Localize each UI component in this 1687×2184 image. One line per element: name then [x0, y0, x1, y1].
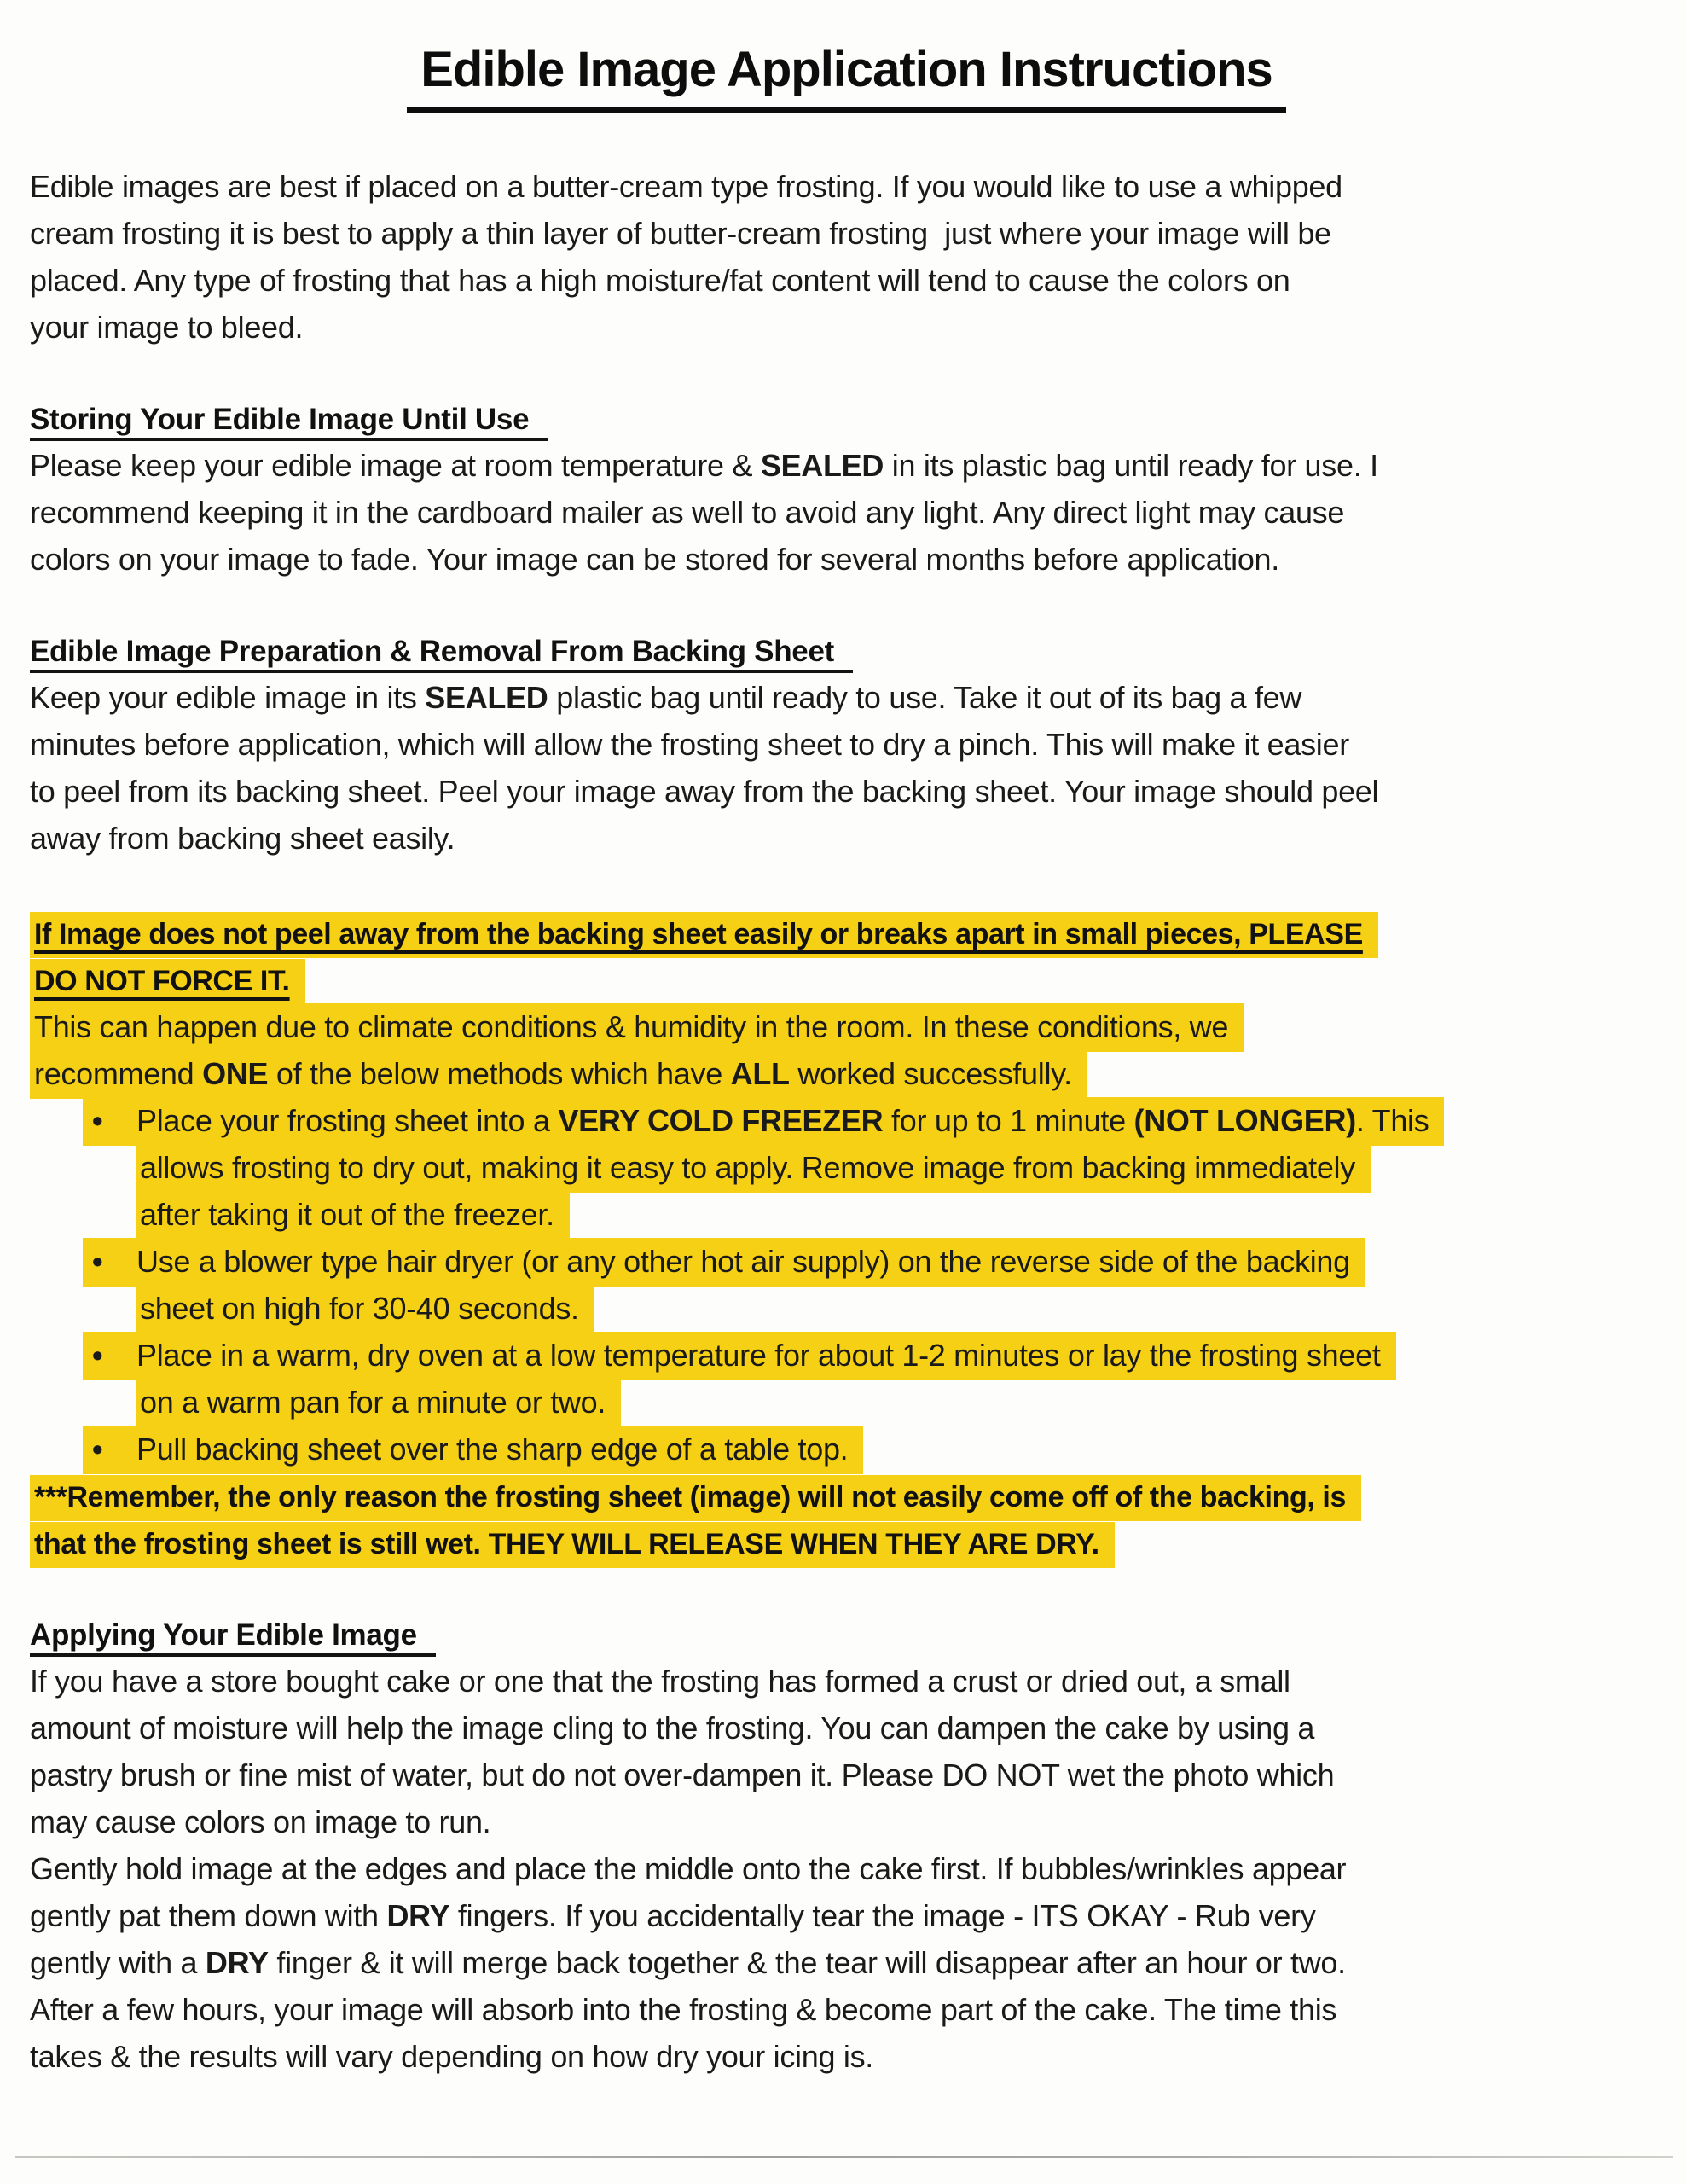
text-segment: ONE [202, 1056, 269, 1091]
text-segment: gently pat them down with [30, 1898, 387, 1933]
text-block [30, 1097, 1663, 1472]
text-segment: of the below methods which have [268, 1056, 731, 1091]
text-line [30, 1191, 1663, 1238]
title-row [30, 41, 1663, 113]
text-segment: may cause colors on image to run. [30, 1804, 491, 1839]
text-line [30, 674, 1663, 721]
text-line [30, 2033, 1663, 2080]
highlighted-text [30, 1475, 1361, 1521]
bullet-marker-icon: • [92, 1103, 103, 1138]
text-line [30, 1144, 1663, 1191]
heading-line [30, 627, 1663, 674]
text-line [30, 956, 1663, 1003]
text-line [30, 1238, 1663, 1285]
text-segment: allows frosting to dry out, making it easy to apply. Remove image from backing immediately [140, 1150, 1355, 1185]
text-segment: Pull backing sheet over the sharp edge of a table top. [136, 1432, 849, 1467]
section-heading-row [30, 1611, 1663, 1658]
highlighted-text [30, 1050, 1087, 1099]
text-block [30, 1658, 1663, 2080]
text-line [30, 1939, 1663, 1986]
text-line [30, 1097, 1663, 1144]
text-line [30, 489, 1663, 536]
section-heading: Applying Your Edible Image [30, 1618, 436, 1657]
text-line [30, 815, 1663, 862]
text-segment: that the frosting sheet is still wet. THEY WILL RELEASE WHEN THEY ARE DRY. [34, 1528, 1099, 1560]
text-line [30, 1751, 1663, 1798]
text-segment: Please keep your edible image at room temperature & [30, 448, 761, 483]
text-segment: for up to 1 minute [883, 1103, 1134, 1138]
bullet-marker-icon: • [92, 1338, 103, 1373]
text-segment: If Image does not peel away from the backing sheet easily or breaks apart in small pieces, PLEASE [34, 918, 1363, 950]
highlighted-text [83, 1097, 1444, 1146]
bullet-marker-icon: • [92, 1432, 103, 1467]
highlighted-text [83, 1332, 1396, 1380]
text-line [30, 1050, 1663, 1097]
text-segment: sheet on high for 30-40 seconds. [140, 1291, 579, 1326]
text-segment: plastic bag until ready to use. Take it out of its bag a few [548, 680, 1302, 715]
section-heading-row [30, 395, 1663, 442]
text-segment: your image to bleed. [30, 310, 304, 345]
text-segment: If you have a store bought cake or one that the frosting has formed a crust or dried out, a small [30, 1664, 1290, 1699]
text-segment: gently with a [30, 1945, 206, 1980]
text-segment: Keep your edible image in its [30, 680, 426, 715]
text-segment: ALL [730, 1056, 790, 1091]
text-segment: to peel from its backing sheet. Peel your image away from the backing sheet. Your image should peel [30, 774, 1379, 809]
section-heading: Edible Image Preparation & Removal From Backing Sheet [30, 635, 853, 673]
text-segment: Place in a warm, dry oven at a low temperature for about 1-2 minutes or lay the frosting sheet [136, 1338, 1381, 1373]
text-line [30, 1332, 1663, 1379]
text-segment: in its plastic bag until ready for use. I [884, 448, 1378, 483]
text-line [30, 1658, 1663, 1705]
text-line [30, 1003, 1663, 1050]
text-segment: (NOT LONGER) [1133, 1103, 1356, 1138]
highlighted-text [30, 1003, 1244, 1052]
text-line [30, 1426, 1663, 1472]
text-segment: colors on your image to fade. Your image can be stored for several months before application. [30, 542, 1279, 577]
highlighted-text [30, 959, 305, 1005]
text-segment: recommend keeping it in the cardboard mailer as well to avoid any light. Any direct light may cause [30, 495, 1345, 530]
text-segment: ***Remember, the only reason the frosting sheet (image) will not easily come off of the backing, is [34, 1481, 1346, 1513]
text-segment: Place your frosting sheet into a [136, 1103, 559, 1138]
text-line [30, 1845, 1663, 1892]
text-segment: DRY [205, 1945, 269, 1980]
text-segment: after taking it out of the freezer. [140, 1197, 554, 1232]
text-segment: on a warm pan for a minute or two. [140, 1385, 606, 1420]
text-line [30, 768, 1663, 815]
highlighted-text [30, 912, 1378, 958]
text-segment: SEALED [760, 448, 884, 483]
text-line [30, 536, 1663, 583]
text-segment: DO NOT FORCE IT. [34, 965, 290, 997]
text-line [30, 1705, 1663, 1751]
section-heading: Storing Your Edible Image Until Use [30, 403, 548, 441]
highlighted-text [136, 1144, 1371, 1193]
text-segment: SEALED [425, 680, 548, 715]
text-line [30, 1892, 1663, 1939]
text-segment: away from backing sheet easily. [30, 821, 455, 856]
text-line [30, 1986, 1663, 2033]
text-segment: Edible images are best if placed on a butter-cream type frosting. If you would like to use a whipped [30, 169, 1342, 204]
text-block [30, 1003, 1663, 1097]
highlighted-text [83, 1238, 1365, 1287]
text-segment: worked successfully. [789, 1056, 1072, 1091]
text-segment: minutes before application, which will allow the frosting sheet to dry a pinch. This will make it easier [30, 727, 1349, 762]
text-line [30, 210, 1663, 257]
text-line [30, 1285, 1663, 1332]
text-line [30, 163, 1663, 210]
document-body [30, 163, 1663, 2080]
text-line [30, 721, 1663, 768]
text-line [30, 304, 1663, 351]
text-segment: fingers. If you accidentally tear the image - ITS OKAY - Rub very [449, 1898, 1316, 1933]
text-line [30, 257, 1663, 304]
text-segment: . This [1355, 1103, 1429, 1138]
scan-edge-line [15, 2156, 1673, 2158]
text-segment: finger & it will merge back together & the tear will disappear after an hour or two. [268, 1945, 1346, 1980]
text-block [30, 909, 1663, 1003]
document-title: Edible Image Application Instructions [407, 41, 1286, 113]
text-segment: DRY [386, 1898, 450, 1933]
section-heading-row [30, 627, 1663, 674]
text-segment: This can happen due to climate conditions & humidity in the room. In these conditions, we [34, 1009, 1229, 1044]
highlighted-text [30, 1522, 1115, 1568]
text-block [30, 1472, 1663, 1566]
highlighted-text [136, 1285, 594, 1333]
text-line [30, 1519, 1663, 1566]
text-line [30, 909, 1663, 956]
heading-line [30, 395, 1663, 442]
text-segment: recommend [34, 1056, 203, 1091]
highlighted-text [83, 1426, 863, 1474]
text-segment: Use a blower type hair dryer (or any other hot air supply) on the reverse side of the backing [136, 1244, 1350, 1279]
highlighted-text [136, 1191, 570, 1240]
text-segment: After a few hours, your image will absorb into the frosting & become part of the cake. The time this [30, 1992, 1337, 2027]
heading-line [30, 1611, 1663, 1658]
text-segment: pastry brush or fine mist of water, but do not over-dampen it. Please DO NOT wet the photo which [30, 1757, 1335, 1792]
text-line [30, 442, 1663, 489]
text-segment: cream frosting it is best to apply a thin layer of butter-cream frosting just where your image will be [30, 216, 1331, 251]
text-segment: VERY COLD FREEZER [558, 1103, 884, 1138]
text-line [30, 1379, 1663, 1426]
text-segment: placed. Any type of frosting that has a high moisture/fat content will tend to cause the colors on [30, 263, 1290, 298]
text-segment: Gently hold image at the edges and place the middle onto the cake first. If bubbles/wrinkles appear [30, 1851, 1347, 1886]
text-block [30, 442, 1663, 583]
text-block [30, 674, 1663, 862]
text-segment: amount of moisture will help the image cling to the frosting. You can dampen the cake by using a [30, 1711, 1315, 1745]
text-block [30, 163, 1663, 351]
text-segment: takes & the results will vary depending on how dry your icing is. [30, 2039, 873, 2074]
text-line [30, 1472, 1663, 1519]
highlighted-text [136, 1379, 621, 1427]
bullet-marker-icon: • [92, 1244, 103, 1279]
text-line [30, 1798, 1663, 1845]
